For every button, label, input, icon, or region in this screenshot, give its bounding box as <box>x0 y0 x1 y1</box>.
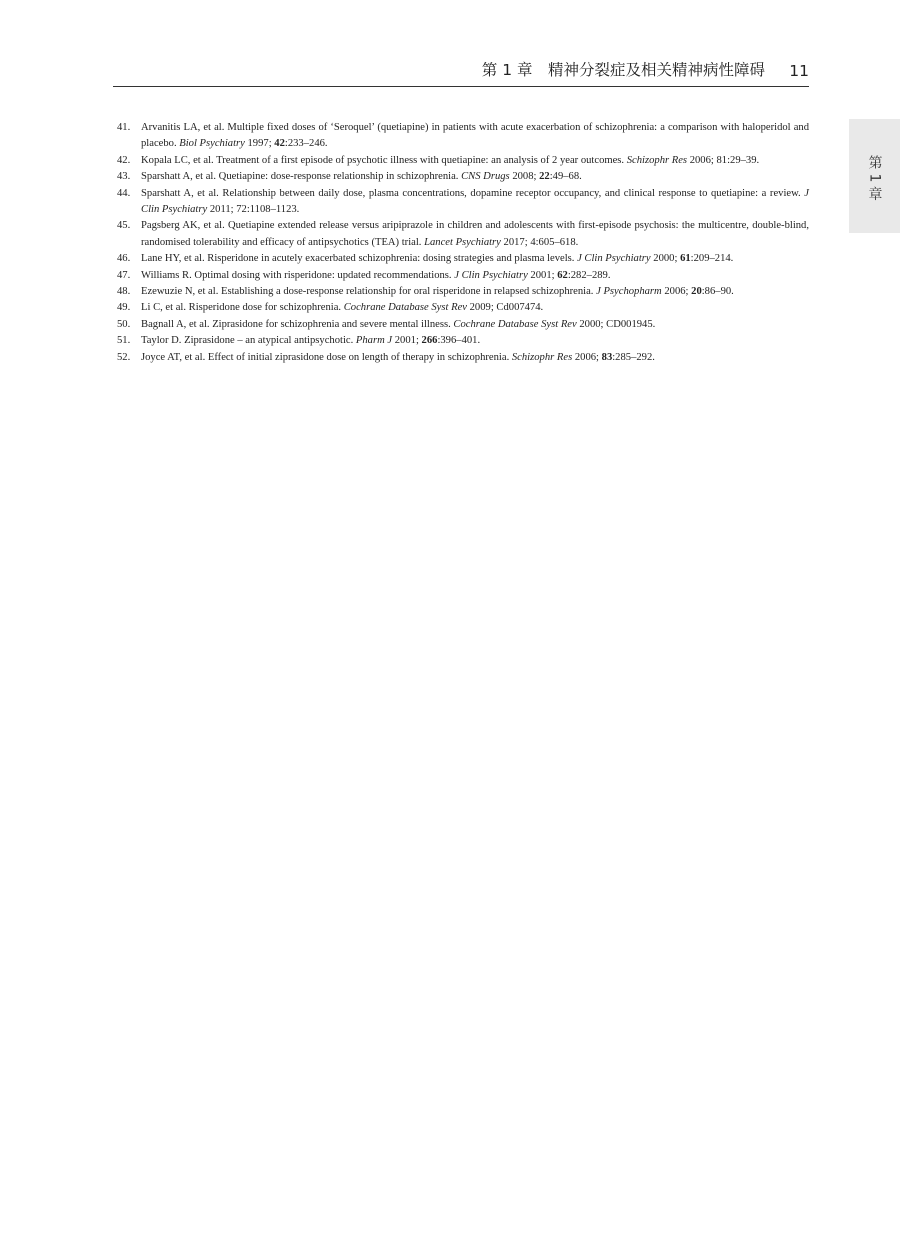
reference-number: 52. <box>117 351 131 363</box>
citation-text: 1997; <box>244 138 275 150</box>
journal-title: Schizophr Res <box>626 154 688 166</box>
page-number: 11 <box>789 62 809 80</box>
reference-item <box>113 120 809 153</box>
reference-text <box>141 352 655 363</box>
reference-number: 44. <box>117 187 131 199</box>
chapter-title: 第 1 章 精神分裂症及相关精神病性障碍 <box>481 61 765 79</box>
reference-item <box>113 300 809 316</box>
reference-number: 48. <box>117 286 131 298</box>
reference-text <box>141 270 610 281</box>
reference-item <box>113 317 809 333</box>
running-header <box>113 52 809 87</box>
reference-item <box>113 169 809 185</box>
reference-number: 41. <box>117 122 131 133</box>
journal-title: J Clin Psychiatry <box>141 187 809 216</box>
citation-text: 2000; <box>650 253 681 265</box>
reference-item <box>113 284 809 300</box>
citation-text: :285–292. <box>612 351 655 363</box>
citation-text: Ezewuzie N, et al. Establishing a dose-response relationship for oral risperidone in relapsed schizophrenia. <box>141 286 597 298</box>
citation-text: Taylor D. Ziprasidone – an atypical antipsychotic. <box>141 335 356 347</box>
reference-text <box>141 122 809 149</box>
citation-text: :396–401. <box>437 335 481 347</box>
journal-title: Lancet Psychiatry <box>424 236 501 248</box>
reference-item <box>113 153 809 169</box>
reference-number: 49. <box>117 302 131 314</box>
citation-text: Li C, et al. Risperidone dose for schizophrenia. <box>141 302 344 314</box>
citation-text: Joyce AT, et al. Effect of initial ziprasidone dose on length of therapy in schizophrenia. <box>141 351 512 363</box>
reference-text <box>141 188 809 215</box>
citation-text: 2008; <box>509 171 540 183</box>
journal-title: Cochrane Database Syst Rev <box>343 302 467 314</box>
journal-title: J Psychopharm <box>596 286 662 298</box>
reference-number: 51. <box>117 335 131 347</box>
journal-title: Pharm J <box>355 335 393 347</box>
citation-text: Williams R. Optimal dosing with risperidone: updated recommendations. <box>141 269 455 281</box>
reference-item <box>113 186 809 219</box>
journal-title: Cochrane Database Syst Rev <box>453 318 577 330</box>
chapter-side-tab-label: 第 1 章 <box>866 155 883 201</box>
reference-text <box>141 155 759 166</box>
reference-text <box>141 302 543 313</box>
reference-number: 47. <box>117 269 131 281</box>
citation-text: 2000; CD001945. <box>576 318 656 330</box>
citation-text: 2017; 4:605–618. <box>500 236 579 248</box>
citation-text: 2009; Cd007474. <box>466 302 544 314</box>
volume-number: 61 <box>680 253 691 265</box>
volume-number: 42 <box>274 138 285 150</box>
citation-text: :86–90. <box>701 286 734 298</box>
citation-text: Pagsberg AK, et al. Quetiapine extended release versus aripiprazole in children and adolescents with first-episode psychosis: the multicentre, double-blind, randomised tolerability and efficacy of antipsychotics (TEA) trial. <box>141 220 809 248</box>
journal-title: Biol Psychiatry <box>179 138 245 150</box>
chapter-side-tab <box>849 119 900 233</box>
citation-text: 2006; <box>572 351 602 363</box>
citation-text: Kopala LC, et al. Treatment of a first episode of psychotic illness with quetiapine: an analysis of 2 year outcomes. <box>141 154 627 166</box>
reference-item <box>113 350 809 366</box>
journal-title: Schizophr Res <box>511 351 573 363</box>
reference-list <box>113 120 809 366</box>
citation-text: Lane HY, et al. Risperidone in acutely exacerbated schizophrenia: dosing strategies and plasma levels. <box>141 253 578 265</box>
volume-number: 22 <box>539 171 550 183</box>
citation-text: 2011; 72:1108–1123. <box>207 204 300 216</box>
reference-text <box>141 171 582 182</box>
citation-text: :233–246. <box>284 138 328 150</box>
reference-item <box>113 268 809 284</box>
reference-number: 42. <box>117 154 131 166</box>
reference-item <box>113 333 809 349</box>
reference-number: 50. <box>117 318 131 330</box>
reference-text <box>141 319 655 330</box>
volume-number: 20 <box>691 286 702 298</box>
journal-title: CNS Drugs <box>461 171 510 183</box>
citation-text: :282–289. <box>567 269 611 281</box>
citation-text: Sparshatt A, et al. Relationship between daily dose, plasma concentrations, dopamine receptor occupancy, and clinical response to quetiapine: a review. <box>141 187 805 199</box>
citation-text: Sparshatt A, et al. Quetiapine: dose-response relationship in schizophrenia. <box>141 171 462 183</box>
citation-text: Bagnall A, et al. Ziprasidone for schizophrenia and severe mental illness. <box>141 318 454 330</box>
citation-text: 2006; 81:29–39. <box>687 154 760 166</box>
volume-number: 62 <box>557 269 568 281</box>
reference-text <box>141 286 734 297</box>
reference-item <box>113 218 809 251</box>
journal-title: J Clin Psychiatry <box>577 253 651 265</box>
reference-item <box>113 251 809 267</box>
reference-number: 43. <box>117 171 131 183</box>
citation-text: :209–214. <box>690 253 734 265</box>
volume-number: 83 <box>601 351 613 363</box>
citation-text: 2006; <box>661 286 692 298</box>
citation-text: 2001; <box>527 269 558 281</box>
citation-text: 2001; <box>392 335 422 347</box>
citation-text: Arvanitis LA, et al. Multiple fixed doses of ‘Seroquel’ (quetiapine) in patients with acute exacerbation of schizophrenia: a comparison with haloperidol and placebo. <box>141 122 809 150</box>
volume-number: 266 <box>421 335 438 347</box>
journal-title: J Clin Psychiatry <box>454 269 528 281</box>
citation-text: :49–68. <box>549 171 582 183</box>
reference-text <box>141 335 480 346</box>
reference-text <box>141 253 733 264</box>
reference-number: 46. <box>117 253 131 265</box>
reference-number: 45. <box>117 220 131 232</box>
reference-text <box>141 220 809 247</box>
